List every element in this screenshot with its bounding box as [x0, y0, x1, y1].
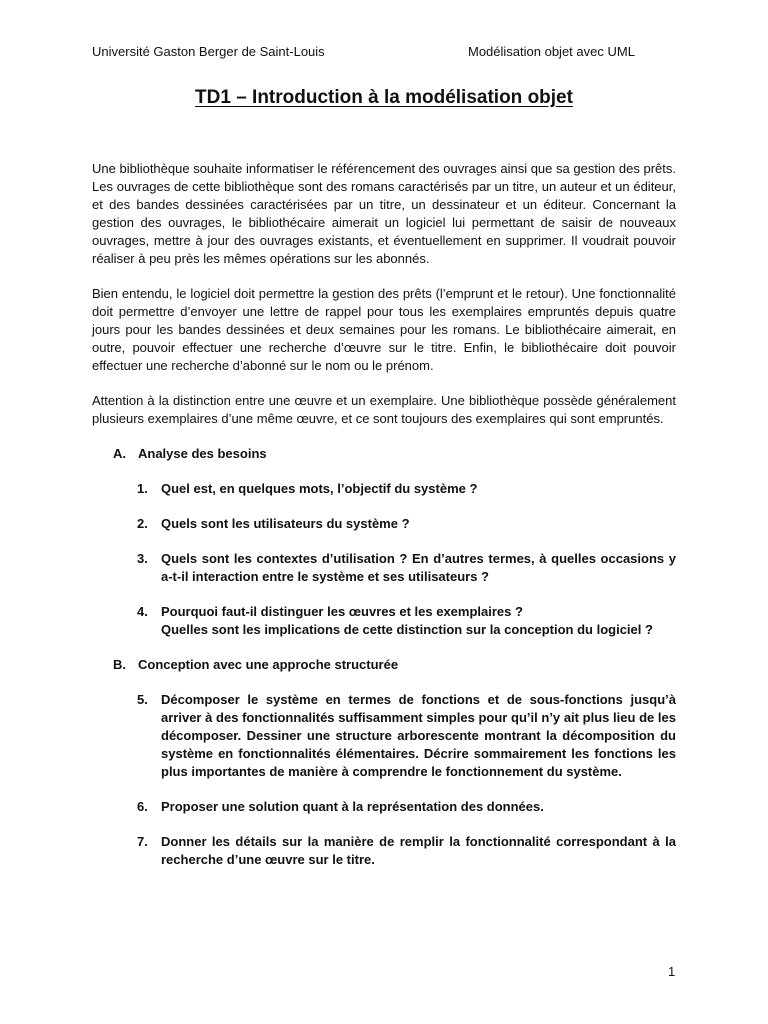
question-list-a: [92, 480, 676, 639]
section-title: Conception avec une approche structurée: [138, 657, 399, 672]
question-item: [92, 515, 676, 533]
document-title: TD1 – Introduction à la modélisation objet: [195, 87, 573, 108]
section-letter: B.: [113, 657, 126, 672]
paragraph-intro: Une bibliothèque souhaite informatiser le référencement des ouvrages ainsi que sa gestion des prêts. Les ouvrages de cette bibliothèque sont des romans caractérisés par un titre, un auteur et un éditeur, et des bandes dessinées caractérisées par un titre, un dessinateur et un éditeur. Concernant la gestion des ouvrages, le bibliothécaire aimerait un logiciel lui permettant de saisir de nouveaux ouvrages, mettre à jour des ouvrages existants, et éventuellement en supprimer. Il voudrait pouvoir réaliser à peu près les mêmes opérations sur les abonnés.: [92, 161, 676, 266]
question-text: [161, 480, 676, 498]
document-body: [92, 160, 676, 886]
section-heading-a: [92, 445, 676, 463]
question-line: Décomposer le système en termes de fonctions et de sous-fonctions jusqu’à arriver à des fonctionnalités suffisamment simples pour qu’il n’y ait plus lieu de les décomposer. Dessiner une structure arborescente montrant la décomposition du système en fonctionnalités élémentaires. Décrire sommairement les fonctions les plus importantes de manière à comprendre le fonctionnement du système.: [161, 692, 676, 779]
question-list-b: [92, 691, 676, 869]
question-text: [161, 603, 676, 639]
question-number: 4.: [137, 604, 148, 619]
question-line: Quels sont les contextes d’utilisation ? En d’autres termes, à quelles occasions y a-t-il interaction entre le système et ses utilisateurs ?: [161, 551, 676, 584]
page-number: 1: [668, 964, 676, 979]
question-line: Quels sont les utilisateurs du système ?: [161, 516, 410, 531]
question-number: 7.: [137, 834, 148, 849]
question-text: [161, 515, 676, 533]
question-line: Proposer une solution quant à la représentation des données.: [161, 799, 544, 814]
paragraph-loans: Bien entendu, le logiciel doit permettre la gestion des prêts (l’emprunt et le retour). Une fonctionnalité doit permettre d’envoyer une lettre de rappel pour tous les exemplaires empruntés depuis quatre jours pour les bandes dessinées et deux semaines pour les romans. Le bibliothécaire aimerait, en outre, pouvoir effectuer une recherche d’œuvre sur le titre. Enfin, le bibliothécaire doit pouvoir effectuer une recherche d’abonné sur le nom ou le prénom.: [92, 286, 676, 373]
question-text: [161, 833, 676, 869]
question-text: [161, 691, 676, 781]
paragraph-distinction: Attention à la distinction entre une œuvre et un exemplaire. Une bibliothèque possède généralement plusieurs exemplaires d’une même œuvre, et ce sont toujours des exemplaires qui sont empruntés.: [92, 393, 676, 426]
question-item: [92, 603, 676, 639]
question-text: [161, 550, 676, 586]
question-number: 6.: [137, 799, 148, 814]
question-number: 2.: [137, 516, 148, 531]
question-text: [161, 798, 676, 816]
section-letter: A.: [113, 446, 126, 461]
header-course: Modélisation objet avec UML: [468, 44, 635, 59]
question-line: Donner les détails sur la manière de remplir la fonctionnalité correspondant à la recherche d’une œuvre sur le titre.: [161, 834, 676, 867]
question-number: 3.: [137, 551, 148, 566]
question-item: [92, 480, 676, 498]
question-item: [92, 833, 676, 869]
section-title: Analyse des besoins: [138, 446, 267, 461]
question-line: Quel est, en quelques mots, l’objectif du système ?: [161, 481, 478, 496]
question-item: [92, 798, 676, 816]
question-number: 5.: [137, 692, 148, 707]
section-heading-b: [92, 656, 676, 674]
question-line: Pourquoi faut-il distinguer les œuvres et les exemplaires ?: [161, 604, 523, 619]
question-line: Quelles sont les implications de cette distinction sur la conception du logiciel ?: [161, 622, 653, 637]
question-number: 1.: [137, 481, 148, 496]
question-item: [92, 691, 676, 781]
question-item: [92, 550, 676, 586]
header-university: Université Gaston Berger de Saint-Louis: [92, 44, 325, 59]
